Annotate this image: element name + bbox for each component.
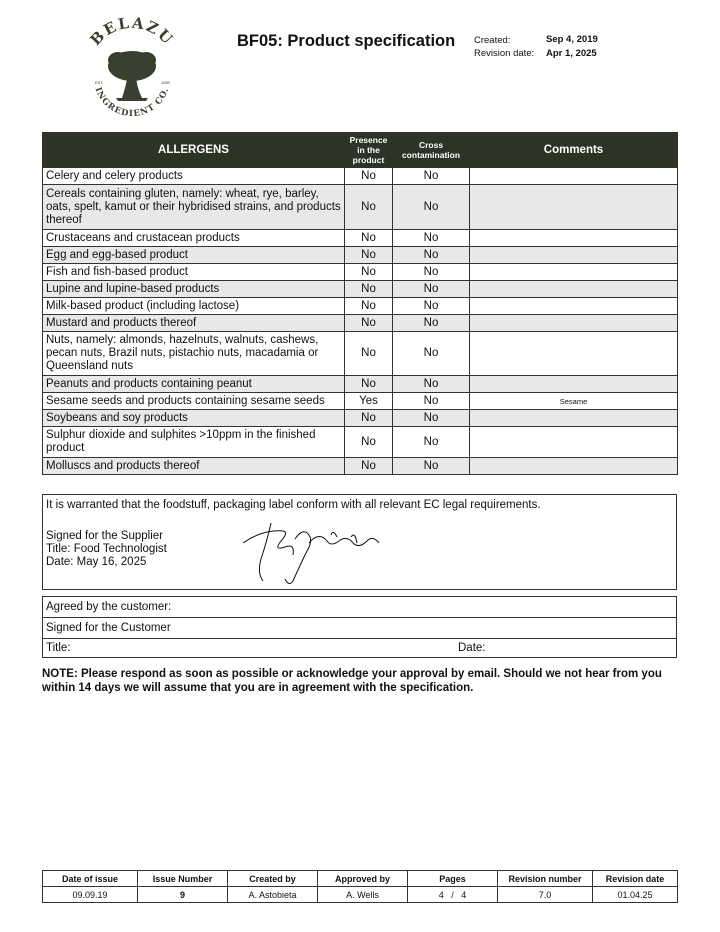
allergen-name: Crustaceans and crustacean products [43,230,345,247]
comment-value [470,427,678,458]
issue-number-header: Issue Number [138,871,228,887]
allergen-row [43,376,678,393]
cross-value: No [393,281,470,298]
cross-value: No [393,376,470,393]
allergen-row [43,332,678,376]
allergen-name: Mustard and products thereof [43,315,345,332]
created-by-header: Created by [228,871,318,887]
allergen-name: Nuts, namely: almonds, hazelnuts, walnuts, cashews, pecan nuts, Brazil nuts, pistachio nuts, macadamia or Queensland nuts [43,332,345,376]
customer-agreement-box [42,596,677,658]
warranty-box [42,494,677,590]
presence-header [345,133,393,168]
comment-value [470,264,678,281]
cross-value: No [393,264,470,281]
allergens-header: ALLERGENS [43,133,345,168]
supplier-title: Title: Food Technologist [46,543,167,555]
allergen-row [43,247,678,264]
comment-value [470,185,678,230]
presence-value: No [345,247,393,264]
svg-text:BELAZU [86,14,177,49]
comment-value [470,247,678,264]
allergen-row [43,230,678,247]
cross-header-line-2: contamination [401,150,461,160]
cross-value: No [393,410,470,427]
comment-value: Sesame [470,393,678,410]
cross-value: No [393,427,470,458]
date-of-issue-header: Date of issue [43,871,138,887]
presence-value: Yes [345,393,393,410]
presence-value: No [345,332,393,376]
allergens-table [42,132,678,475]
revision-date-label: Revision date: [474,48,535,59]
comment-value [470,376,678,393]
presence-value: No [345,230,393,247]
allergens-header-row [43,133,678,168]
revision-number-value: 7.0 [498,887,593,903]
allergen-name: Egg and egg-based product [43,247,345,264]
response-note: NOTE: Please respond as soon as possible or acknowledge your approval by email. Should we not hear from you within 14 days we will assume that you are in agreement with the specification. [42,668,662,694]
presence-value: No [345,281,393,298]
allergen-row [43,298,678,315]
allergen-name: Sesame seeds and products containing sesame seeds [43,393,345,410]
comment-value [470,332,678,376]
cross-value: No [393,298,470,315]
presence-header-line-1: Presence [349,135,388,145]
revision-date-value: 01.04.25 [593,887,678,903]
presence-value: No [345,315,393,332]
presence-value: No [345,264,393,281]
signature-icon [223,501,393,589]
allergen-name: Sulphur dioxide and sulphites >10ppm in the finished product [43,427,345,458]
allergen-row [43,410,678,427]
comment-value [470,168,678,185]
cross-value: No [393,315,470,332]
comment-value [470,458,678,475]
allergen-row [43,315,678,332]
date-of-issue-value: 09.09.19 [43,887,138,903]
cross-header-line-1: Cross [418,140,444,150]
customer-date-label: Date: [458,642,486,654]
allergen-name: Celery and celery products [43,168,345,185]
logo-subline-text: INGREDIENT CO. [92,86,172,120]
presence-value: No [345,168,393,185]
allergen-name: Peanuts and products containing peanut [43,376,345,393]
customer-divider [43,617,676,618]
presence-value: No [345,410,393,427]
cross-value: No [393,332,470,376]
cross-value: No [393,247,470,264]
created-value: Sep 4, 2019 [546,34,598,45]
revision-number-header: Revision number [498,871,593,887]
customer-agreed-label: Agreed by the customer: [46,601,172,613]
presence-header-line-2: in the [357,145,380,155]
comments-header: Comments [470,133,678,168]
comment-value [470,410,678,427]
footer-value-row [43,887,678,903]
cross-value: No [393,185,470,230]
allergen-name: Lupine and lupine-based products [43,281,345,298]
allergen-name: Milk-based product (including lactose) [43,298,345,315]
footer-header-row [43,871,678,887]
allergen-name: Soybeans and soy products [43,410,345,427]
allergen-name: Cereals containing gluten, namely: wheat, rye, barley, oats, spelt, kamut or their hybridised strains, and products thereof [43,185,345,230]
revision-date-header: Revision date [593,871,678,887]
comment-value [470,281,678,298]
pages-header: Pages [408,871,498,887]
comment-value [470,298,678,315]
presence-value: No [345,185,393,230]
document-title: BF05: Product specification [237,32,456,50]
supplier-signed-label: Signed for the Supplier [46,530,163,542]
pages-value: 4 / 4 [408,887,498,903]
revision-date-value: Apr 1, 2025 [546,48,597,59]
warranty-statement: It is warranted that the foodstuff, packaging label conform with all relevant EC legal requirements. [46,499,541,511]
customer-divider [43,638,676,639]
allergen-name: Molluscs and products thereof [43,458,345,475]
allergen-name: Fish and fish-based product [43,264,345,281]
document-control-table [42,870,678,903]
presence-value: No [345,427,393,458]
cross-value: No [393,458,470,475]
comment-value [470,230,678,247]
created-label: Created: [474,35,511,46]
allergen-row [43,393,678,410]
customer-title-label: Title: [46,642,71,654]
presence-header-line-3: product [352,155,385,165]
cross-value: No [393,230,470,247]
comment-value [470,315,678,332]
logo-est-right: 1989 [161,80,170,85]
customer-signed-label: Signed for the Customer [46,622,171,634]
presence-value: No [345,376,393,393]
issue-number-value: 9 [138,887,228,903]
presence-value: No [345,458,393,475]
cross-contamination-header [393,133,470,168]
supplier-date: Date: May 16, 2025 [46,556,147,568]
allergen-row [43,168,678,185]
olive-tree-icon [108,51,156,101]
allergen-row [43,264,678,281]
allergen-row [43,185,678,230]
allergen-row [43,427,678,458]
cross-value: No [393,393,470,410]
created-by-value: A. Astobieta [228,887,318,903]
allergen-row [43,281,678,298]
belazu-logo [76,14,188,126]
approved-by-header: Approved by [318,871,408,887]
logo-brand-text: BELAZU [86,14,178,50]
logo-est-left: EST. [95,80,104,85]
approved-by-value: A. Wells [318,887,408,903]
cross-value: No [393,168,470,185]
allergen-row [43,458,678,475]
presence-value: No [345,298,393,315]
